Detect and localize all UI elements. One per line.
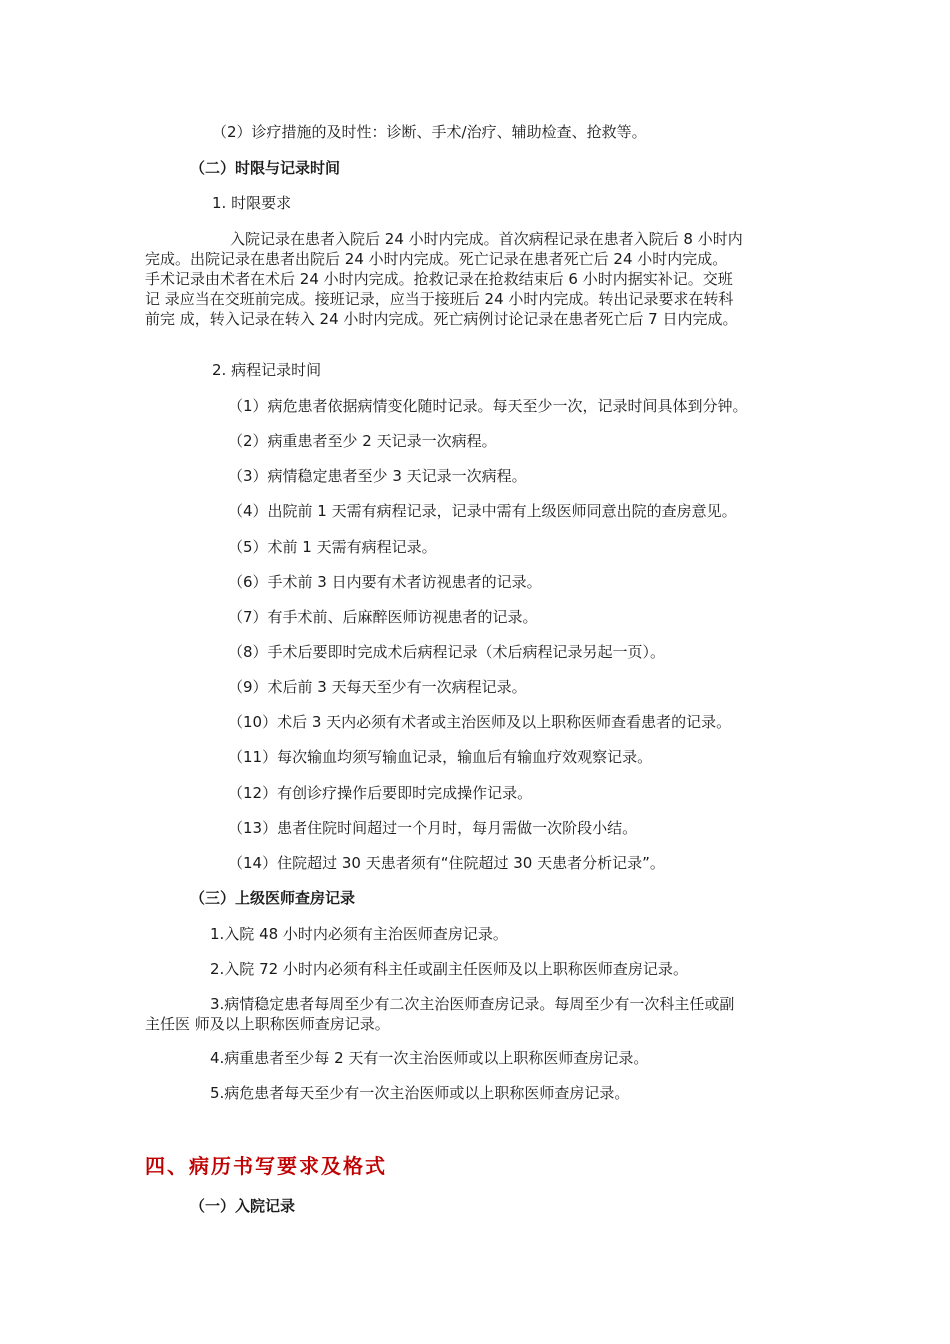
list-item: （9）术后前 3 天每天至少有一次病程记录。 [228,678,527,696]
list-item: （12）有创诊疗操作后要即时完成操作记录。 [228,784,533,802]
section-heading-admission-record: （一）入院记录 [190,1197,296,1215]
list-item: （13）患者住院时间超过一个月时，每月需做一次阶段小结。 [228,819,638,837]
list-item: （4）出院前 1 天需有病程记录，记录中需有上级医师同意出院的查房意见。 [228,502,737,520]
paragraph-line: 记 录应当在交班前完成。接班记录，应当于接班后 24 小时内完成。转出记录要求在转科 [145,290,734,308]
paragraph-line: 前完 成，转入记录在转入 24 小时内完成。死亡病例讨论记录在患者死亡后 7 日内完成。 [145,310,738,328]
diagnosis-timeliness-line: （2）诊疗措施的及时性：诊断、手术/治疗、辅助检查、抢救等。 [212,123,647,141]
senior-rounds-item-3 [145,994,817,1034]
subheading-progress-note-time: 2. 病程记录时间 [212,361,322,379]
paragraph-line: 入院记录在患者入院后 24 小时内完成。首次病程记录在患者入院后 8 小时内 [230,230,743,248]
list-item: （10）术后 3 天内必须有术者或主治医师及以上职称医师查看患者的记录。 [228,713,732,731]
list-item: （14）住院超过 30 天患者须有“住院超过 30 天患者分析记录”。 [228,854,665,872]
list-item: （3）病情稳定患者至少 3 天记录一次病程。 [228,467,527,485]
chapter-heading-record-format: 四、病历书写要求及格式 [145,1154,387,1178]
list-item: （8）手术后要即时完成术后病程记录（术后病程记录另起一页）。 [228,643,666,661]
time-requirements-paragraph [145,229,817,329]
section-heading-senior-rounds: （三）上级医师查房记录 [190,889,356,907]
list-item: （2）病重患者至少 2 天记录一次病程。 [228,432,497,450]
list-item: 5.病危患者每天至少有一次主治医师或以上职称医师查房记录。 [210,1084,630,1102]
paragraph-line: 主任医 师及以上职称医师查房记录。 [145,1015,390,1033]
list-item: （1）病危患者依据病情变化随时记录。每天至少一次，记录时间具体到分钟。 [228,397,748,415]
list-item: （5）术前 1 天需有病程记录。 [228,538,437,556]
paragraph-line: 手术记录由术者在术后 24 小时内完成。抢救记录在抢救结束后 6 小时内据实补记。交班 [145,270,733,288]
list-item: 1.入院 48 小时内必须有主治医师查房记录。 [210,925,508,943]
subheading-time-requirements: 1. 时限要求 [212,194,292,212]
list-item: 4.病重患者至少每 2 天有一次主治医师或以上职称医师查房记录。 [210,1049,649,1067]
list-item: 2.入院 72 小时内必须有科主任或副主任医师及以上职称医师查房记录。 [210,960,688,978]
list-item: （11）每次输血均须写输血记录，输血后有输血疗效观察记录。 [228,748,653,766]
list-item: （7）有手术前、后麻醉医师访视患者的记录。 [228,608,538,626]
list-item: （6）手术前 3 日内要有术者访视患者的记录。 [228,573,542,591]
section-heading-time-limits: （二）时限与记录时间 [190,159,341,177]
paragraph-line: 3.病情稳定患者每周至少有二次主治医师查房记录。每周至少有一次科主任或副 [210,995,735,1013]
paragraph-line: 完成。出院记录在患者出院后 24 小时内完成。死亡记录在患者死亡后 24 小时内完成。 [145,250,728,268]
